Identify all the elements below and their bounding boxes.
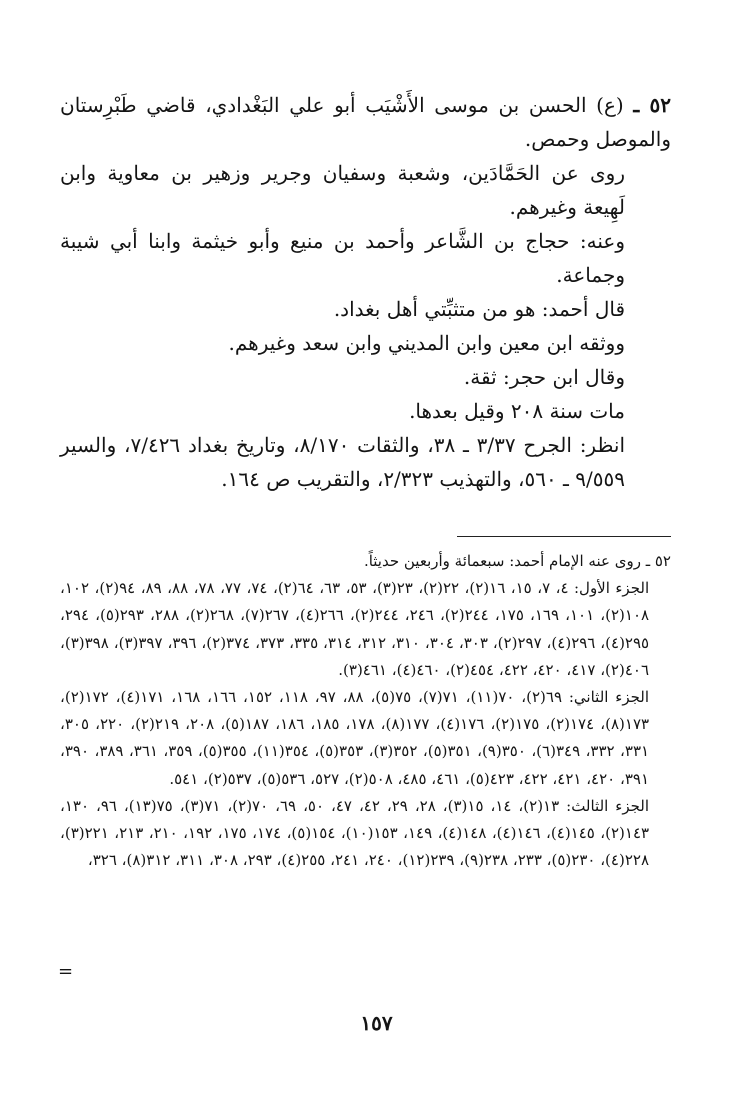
references: انظر: الجرح ٣/٣٧ ـ ٣٨، والثقات ٨/١٧٠، وتاريخ بغداد ٧/٤٢٦، والسير ٩/٥٥٩ ـ ٥٦٠، والتهذيب ٢/٣٢٣، والتقريب ص ١٦٤. — [60, 433, 625, 491]
ibn-hajar-verdict: وقال ابن حجر: ثقة. — [463, 365, 625, 389]
entry-number: ٥٢ ـ — [633, 93, 671, 117]
trusted-by: ووثقه ابن معين وابن المديني وابن سعد وغيرهم. — [228, 331, 625, 355]
biography-entry — [60, 88, 671, 496]
footnote-section — [60, 548, 671, 874]
entry-heading-text: (ع) الحسن بن موسى الأَشْيَب أبو علي البَغْدادي، قاضي طَبْرِستان والموصل وحمص. — [60, 93, 671, 151]
page-number: ١٥٧ — [360, 1011, 393, 1035]
footnote-part-3: الجزء الثالث: ١٣(٢)، ١٤، ١٥(٣)، ٢٨، ٢٩، ٤٢، ٤٧، ٥٠، ٦٩، ٧٠(٢)، ٧١(٣)، ٧٥(١٣)، ٩٦، ١٣٠، ١٤٣(٢)، ١٤٥(٤)، ١٤٦(٤)، ١٤٨(٤)، ١٤٩، ١٥٣(١٠)، ١٥٤(٥)، ١٧٤، ١٧٥، ١٩٢، ٢١٠، ٢١٣، ٢٢١(٣)، ٢٢٨(٤)، ٢٣٠(٥)، ٢٣٣، ٢٣٨(٩)، ٢٣٩(١٢)، ٢٤٠، ٢٤١، ٢٥٥(٤)، ٢٩٣، ٣٠٨، ٣١١، ٣١٢(٨)، ٣٢٦، — [60, 796, 650, 870]
footnote-separator — [457, 536, 671, 537]
footnote-part-1: الجزء الأول: ٤، ٧، ١٥، ١٦(٢)، ٢٢(٢)، ٢٣(٣)، ٥٣، ٦٣، ٦٤(٢)، ٧٤، ٧٧، ٧٨، ٨٨، ٨٩، ٩٤(٢)، ١٠٢، ١٠٨(٢)، ١٠١، ١٦٩، ١٧٥، ٢٤٤(٢)، ٢٤٦، ٢٤٤(٢)، ٢٦٦(٤)، ٢٦٧(٧)، ٢٦٨(٢)، ٢٨٨، ٢٩٣(٥)، ٢٩٤، ٢٩٥(٤)، ٢٩٦(٤)، ٢٩٧(٢)، ٣٠٣، ٣٠٤، ٣١٠، ٣١٢، ٣١٤، ٣٣٥، ٣٧٣، ٣٧٤(٢)، ٣٩٦، ٣٩٧(٣)، ٣٩٨(٣)، ٤٠٦(٢)، ٤١٧، ٤٢٠، ٤٢٢، ٤٥٤(٢)، ٤٦٠(٤)، ٤٦١(٣). — [60, 579, 650, 679]
footnote-intro: ٥٢ ـ روى عنه الإمام أحمد: سبعمائة وأربعين حديثاً. — [363, 552, 671, 570]
narrated-from: روى عن الحَمَّادَين، وشعبة وسفيان وجرير وزهير بن معاوية وابن لَهِيعة وغيرهم. — [60, 161, 625, 219]
death-year: مات سنة ٢٠٨ وقيل بعدها. — [409, 399, 625, 423]
ahmad-said: قال أحمد: هو من متثبِّتي أهل بغداد. — [333, 297, 625, 321]
entry-heading — [60, 88, 671, 156]
continuation-mark: = — [58, 961, 74, 982]
footnote-part-2: الجزء الثاني: ٦٩(٢)، ٧٠(١١)، ٧١(٧)، ٧٥(٥)، ٨٨، ٩٧، ١١٨، ١٥٢، ١٦٦، ١٦٨، ١٧١(٤)، ١٧٢(٢)، ١٧٣(٨)، ١٧٤(٢)، ١٧٥(٢)، ١٧٦(٤)، ١٧٧(٨)، ١٧٨، ١٨٥، ١٨٦، ١٨٧(٥)، ٢٠٨، ٢١٩(٢)، ٢٢٠، ٣٠٥، ٣٣١، ٣٣٢، ٣٤٩(٦)، ٣٥٠(٩)، ٣٥١(٥)، ٣٥٢(٣)، ٣٥٣(٥)، ٣٥٤(١١)، ٣٥٥(٥)، ٣٥٩، ٣٦١، ٣٨٩، ٣٩٠، ٣٩١، ٤٢٠، ٤٢١، ٤٢٢، ٤٢٣(٥)، ٤٦١، ٤٨٥، ٥٠٨(٢)، ٥٢٧، ٥٣٦(٥)، ٥٣٧(٢)، ٥٤١. — [60, 688, 650, 788]
narrated-by: وعنه: حجاج بن الشَّاعر وأحمد بن منيع وأبو خيثمة وابنا أبي شيبة وجماعة. — [60, 229, 625, 287]
